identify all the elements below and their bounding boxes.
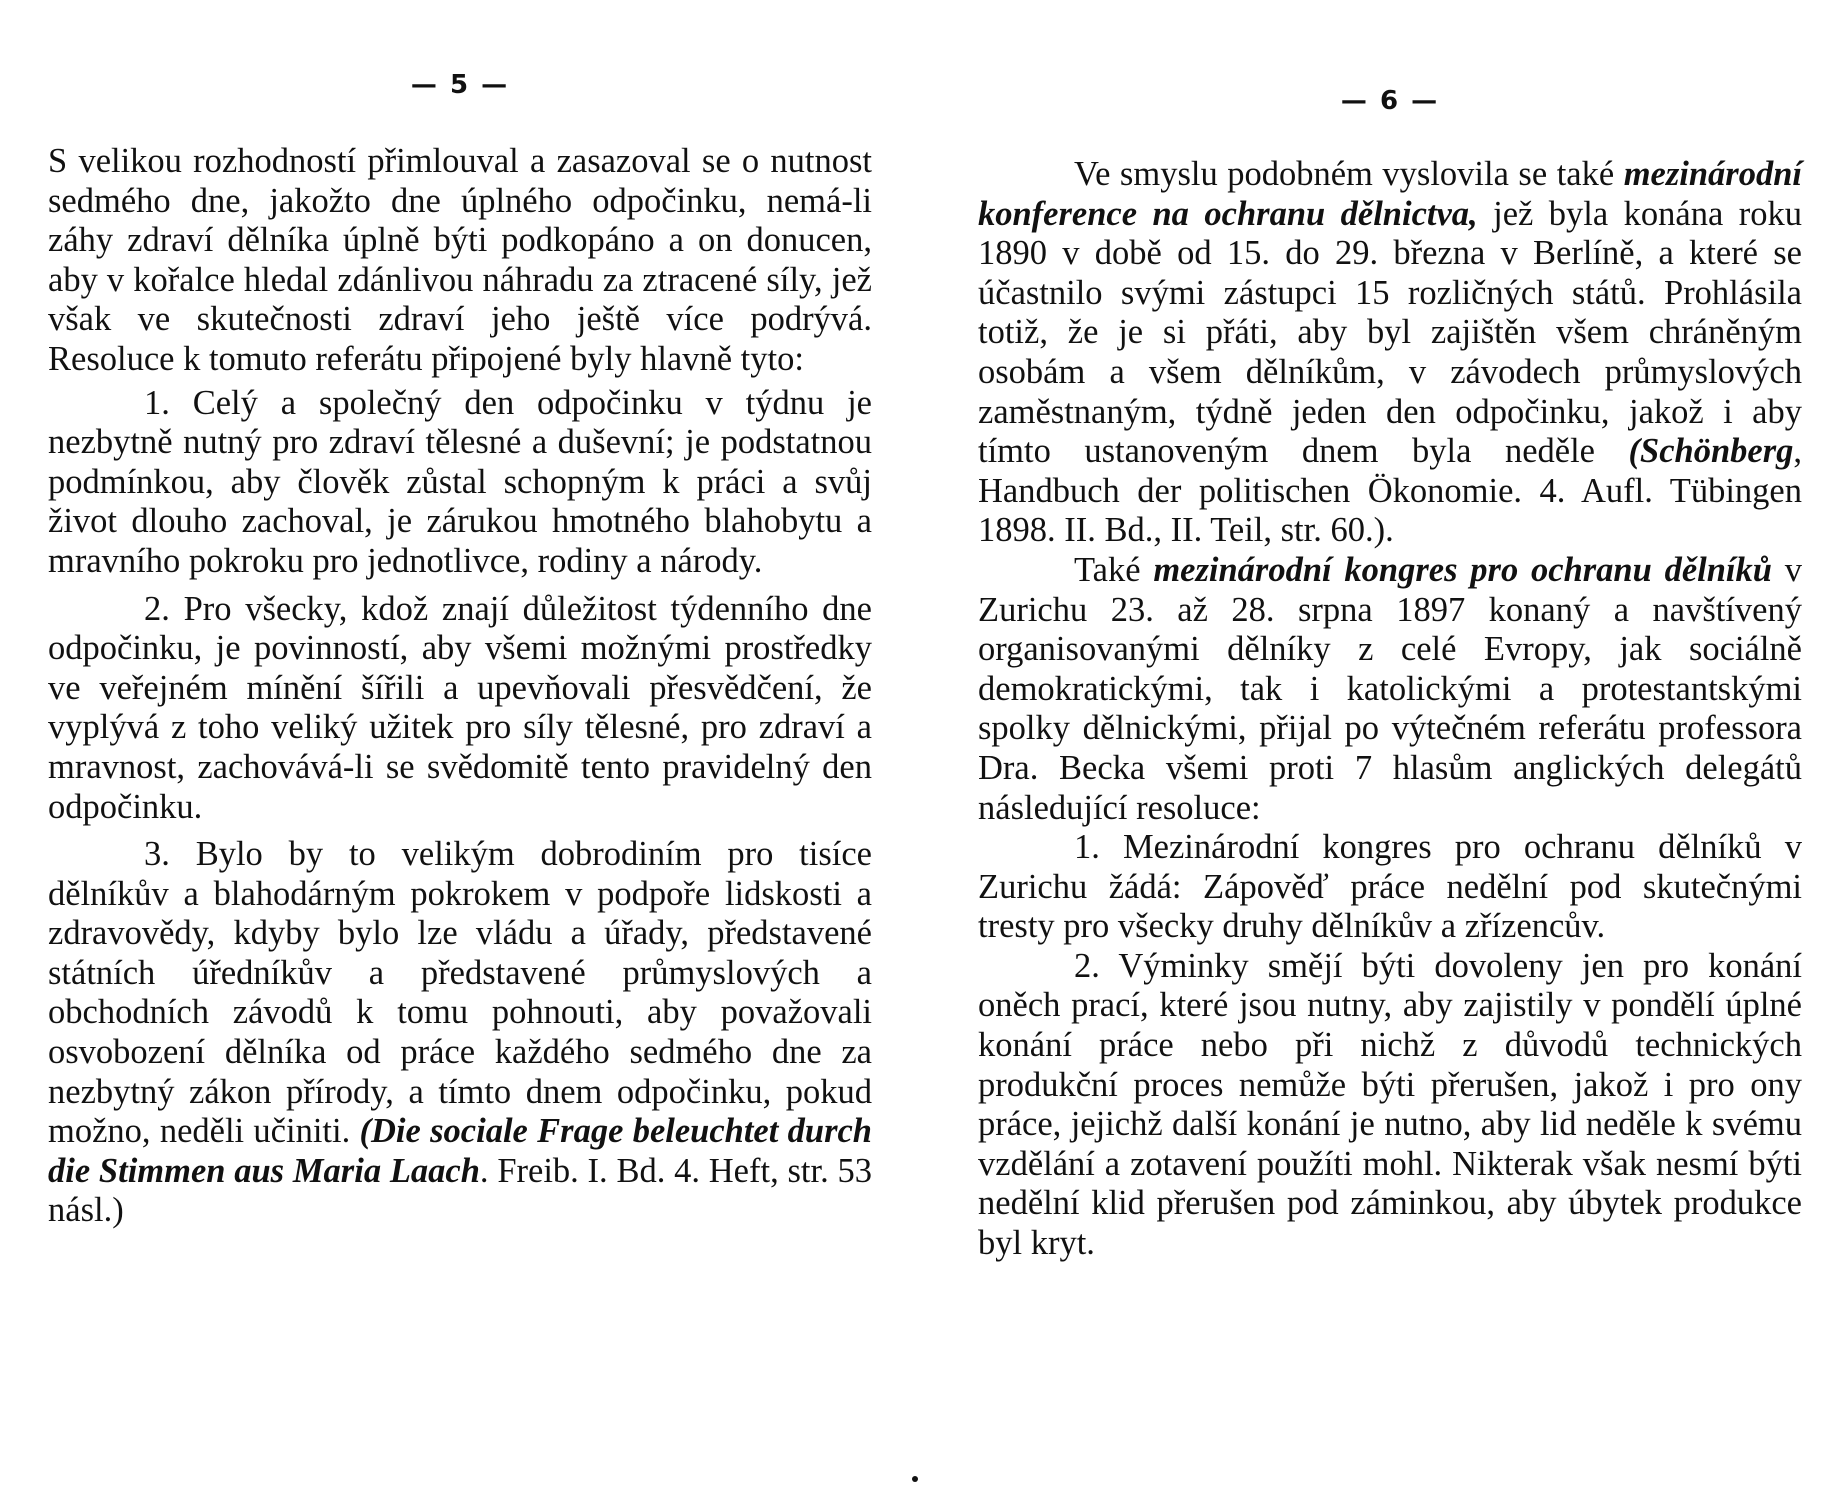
paragraph: [978, 155, 1802, 551]
text-segment: S velikou rozhodností přimlouval a zasazoval se o nutnost sedmého dne, jakožto dne úplného odpočinku, nemá-li záhy zdraví dělníka úplně býti podkopáno a on donucen, aby v kořalce hledal zdánlivou náhradu za ztracené síly, jež však ve skutečnosti zdraví jeho ještě více podrývá. Resoluce k tomuto referátu připojené byly hlavně tyto:: [48, 142, 872, 378]
page-text: [48, 142, 872, 1231]
paragraph: [48, 142, 872, 380]
emphasis-congress: mezinárodní kongres pro ochranu dělníků: [1153, 550, 1772, 589]
text-segment: Ve smyslu podobném vyslovila se také: [1074, 155, 1624, 193]
text-segment: v Zurichu 23. až 28. srpna 1897 konaný a navštívený organisovanými dělníky z celé Evropy, jak sociálně demokratickými, tak i katolickými a protestantskými spolky dělnickými, přijal po výtečném referátu professora Dra. Becka všemi proti 7 hlasům anglických delegátů následující resoluce:: [978, 550, 1803, 827]
resolution-item-2: [48, 590, 872, 828]
text-segment: 1. Mezinárodní kongres pro ochranu dělníků v Zurichu žádá: Zápověď práce nedělní pod skutečnými tresty pro všecky druhy dělníkův a zřízencův.: [978, 828, 1802, 946]
citation-details: , Handbuch der politischen Ökonomie. 4. Aufl. Tübingen 1898. II. Bd., II. Teil, str. 60.).: [978, 432, 1802, 550]
text-segment: 2. Pro všecky, kdož znají důležitost týdenního dne odpočinku, je povinností, aby všemi možnými prostředky ve veřejném mínění šířili a upevňovali přesvědčení, že vyplývá z toho veliký užitek pro síly tělesné, pro zdraví a mravnost, zachovává-li se svědomitě tento pravidelný den odpočinku.: [48, 589, 872, 826]
text-segment: 2. Výminky smějí býti dovoleny jen pro konání oněch prací, které jsou nutny, aby zajistily v pondělí úplné konání práce nebo při nichž z důvodů technických produkční proces nemůže býti přerušen, jakož i pro ony práce, jejichž další konání je nutno, aby lid neděle k svému vzdělání a zotavení použíti mohl. Nikterak však nesmí býti nedělní klid přerušen pod záminkou, aby úbytek produkce byl kryt.: [978, 946, 1802, 1263]
text-segment: 1. Celý a společný den odpočinku v týdnu je nezbytně nutný pro zdraví tělesné a duševní; je podstatnou podmínkou, aby člověk zůstal schopným k práci a svůj život dlouho zachoval, je zárukou hmotného blahobytu a mravního pokroku pro jednotlivce, rodiny a národy.: [48, 383, 872, 580]
text-segment: jež byla konána roku 1890 v době od 15. do 29. března v Berlíně, a které se účastnilo svými zástupci 15 rozličných států. Prohlásila totiž, že je si přáti, aby byl zajištěn všem chráněným osobám a všem dělníkům, v závodech průmyslových zaměstnaným, týdně jeden den odpočinku, jakož i aby tímto ustanoveným dnem byla neděle: [978, 194, 1802, 471]
emphasis-conference: mezinárodní konference na ochranu dělnictva,: [978, 155, 1802, 233]
page-number: — 6 —: [1340, 86, 1440, 116]
text-segment: 3. Bylo by to velikým dobrodiním pro tisíce dělníkův a blahodárným pokrokem v podpoře lidskosti a zdravovědy, kdyby bylo lze vládu a úřady, představené státních úředníkův a představené průmyslových a obchodních závodů k tomu pohnouti, aby považovali osvobození dělníka od práce každého sedmého dne za nezbytný zákon přírody, a tímto dnem odpočinku, pokud možno, neděli učiniti.: [48, 835, 872, 1151]
text-segment: Také: [1074, 550, 1154, 589]
resolution-item-1: [978, 828, 1802, 947]
citation-details: . Freib. I. Bd. 4. Heft, str. 53 násl.): [48, 1151, 872, 1230]
citation-author: (Schönberg: [1628, 432, 1794, 471]
citation-title: (Die sociale Frage beleuchtet durch die Stimmen aus Maria Laach: [48, 1112, 872, 1190]
resolution-item-2: [978, 947, 1802, 1264]
paragraph: [978, 551, 1802, 828]
resolution-item-3: [48, 835, 872, 1231]
resolution-item-1: [48, 384, 872, 582]
page-number: — 5 —: [410, 70, 510, 100]
print-speck: [912, 1476, 918, 1482]
page-text: [978, 155, 1802, 1264]
